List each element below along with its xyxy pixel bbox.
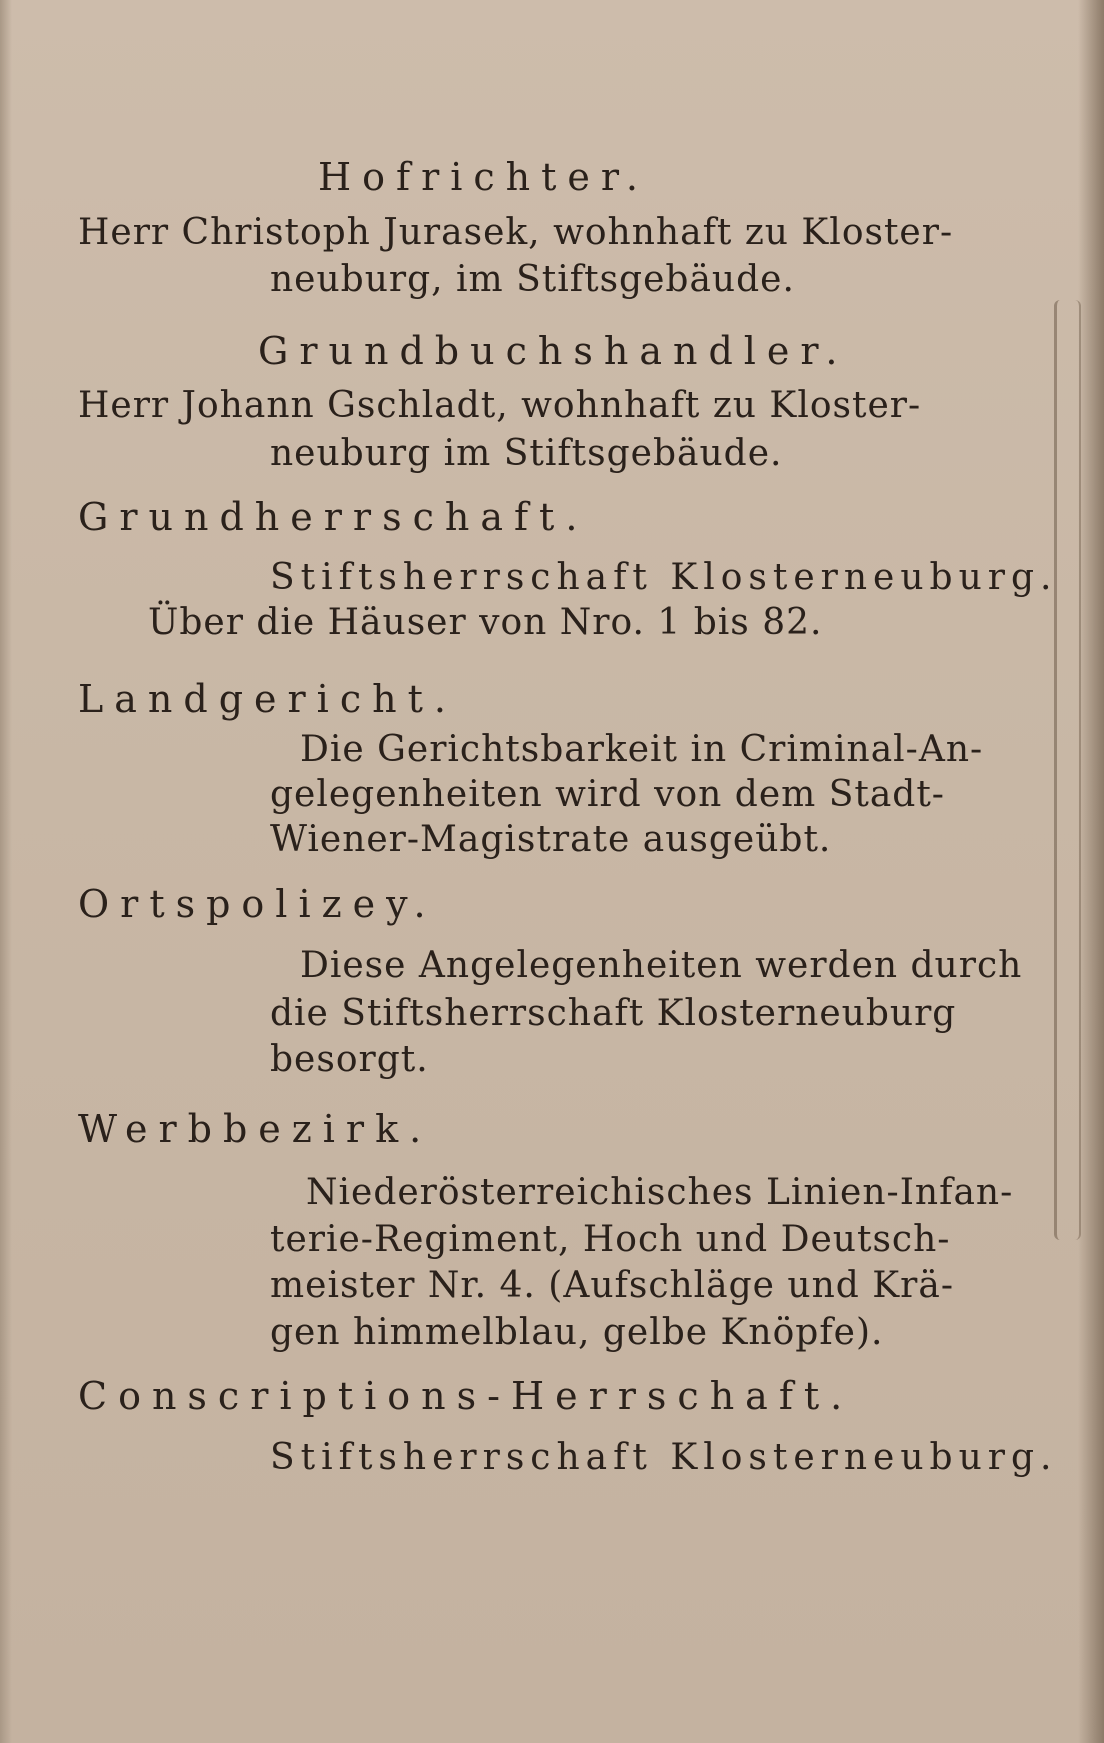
section-heading-hofrichter: Hofrichter. (318, 155, 649, 199)
section-line: neuburg im Stiftsgebäude. (270, 433, 783, 474)
section-line: meister Nr. 4. (Aufschläge und Krä- (270, 1265, 955, 1306)
binding-fold (1054, 300, 1081, 1240)
section-line: Über die Häuser von Nro. 1 bis 82. (148, 602, 823, 643)
section-line: Wiener-Magistrate ausgeübt. (270, 819, 832, 860)
section-line: Die Gerichtsbarkeit in Criminal-An- (300, 729, 984, 770)
section-line: Herr Christoph Jurasek, wohnhaft zu Kloster- (78, 212, 954, 253)
section-line: besorgt. (270, 1039, 429, 1080)
section-line: Niederösterreichisches Linien-Infan- (306, 1172, 1014, 1213)
section-heading-grundherrschaft: Grundherrschaft. (78, 495, 589, 539)
section-line: gelegenheiten wird von dem Stadt- (270, 774, 945, 815)
section-line: Stiftsherrschaft Klosterneuburg. (270, 557, 1058, 598)
section-line: Stiftsherrschaft Klosterneuburg. (270, 1437, 1058, 1478)
section-line: gen himmelblau, gelbe Knöpfe). (270, 1312, 884, 1353)
section-heading-landgericht: Landgericht. (78, 677, 457, 721)
section-heading-ortspolizey: Ortspolizey. (78, 882, 437, 926)
section-heading-werbbezirk: Werbbezirk. (78, 1107, 433, 1151)
section-heading-conscriptions-herrschaft: Conscriptions-Herrschaft. (78, 1374, 854, 1418)
section-line: Diese Angelegenheiten werden durch (300, 945, 1023, 986)
section-heading-grundbuchshandler: Grundbuchshandler. (258, 329, 849, 373)
section-line: die Stiftsherrschaft Klosterneuburg (270, 993, 957, 1034)
section-line: Herr Johann Gschladt, wohnhaft zu Kloster- (78, 385, 922, 426)
section-line: terie-Regiment, Hoch und Deutsch- (270, 1219, 951, 1260)
section-line: neuburg, im Stiftsgebäude. (270, 259, 795, 300)
